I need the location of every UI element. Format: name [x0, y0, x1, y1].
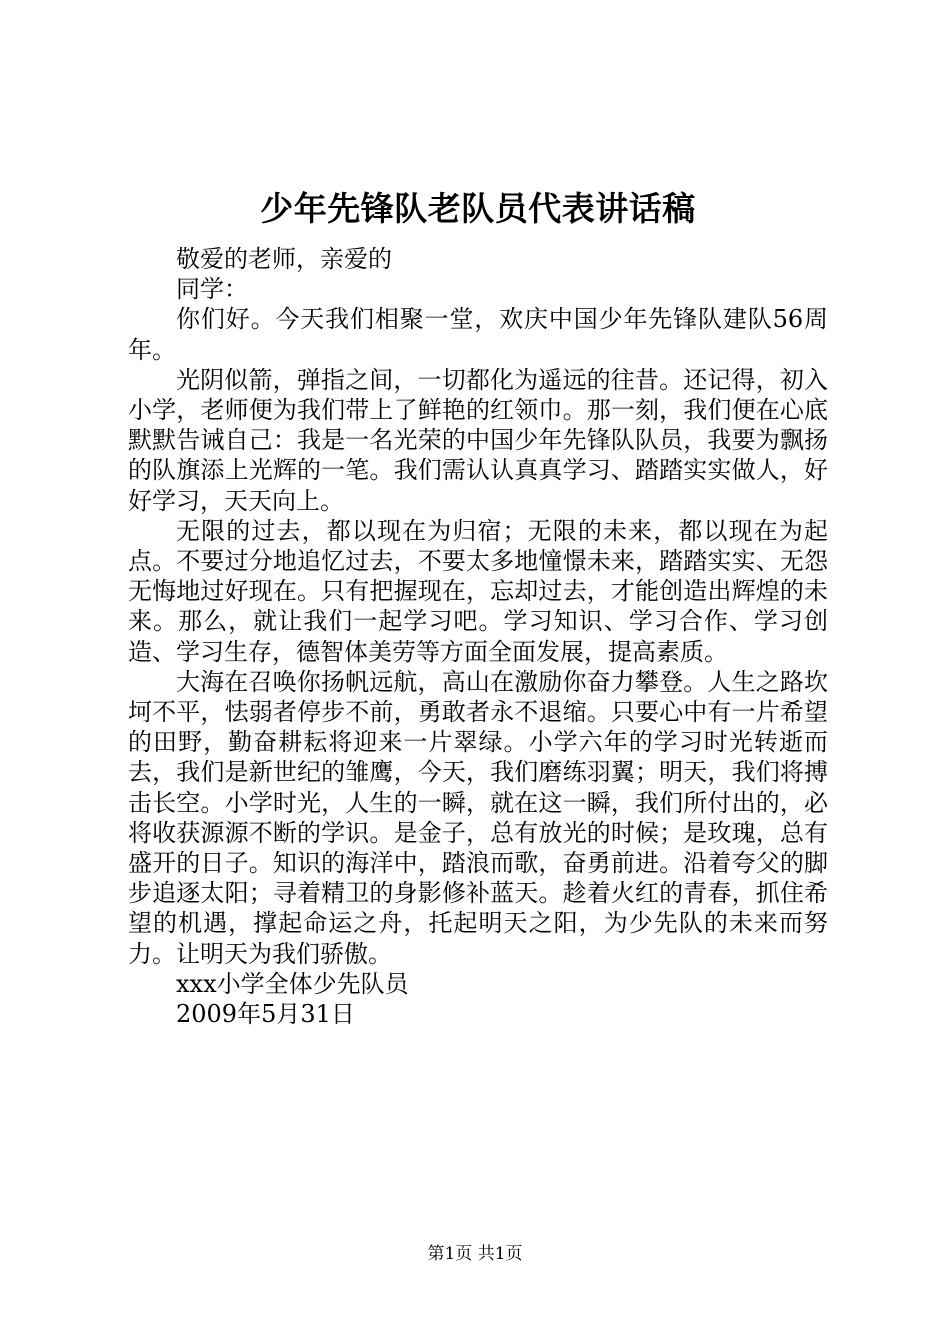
signature: xxx小学全体少先队员 — [176, 969, 409, 998]
body-paragraph: 无限的过去，都以现在为归宿；无限的未来，都以现在为起点。不要过分地追忆过去，不要太多地憧憬未来，踏踏实实、无怨无悔地过好现在。只有把握现在，忘却过去，才能创造出辉煌的未来。那么，就让我们一起学习吧。学习知识、学习合作、学习创造、学习生存，德智体美劳等方面全面发展，提高素质。 — [128, 516, 828, 666]
body-paragraph: 光阴似箭，弹指之间，一切都化为遥远的往昔。还记得，初入小学，老师便为我们带上了鲜艳的红领巾。那一刻，我们便在心底默默告诫自己：我是一名光荣的中国少年先锋队队员，我要为飘扬的队旗添上光辉的一笔。我们需认认真真学习、踏踏实实做人，好好学习，天天向上。 — [128, 365, 828, 515]
body-paragraph: 大海在召唤你扬帆远航，高山在激励你奋力攀登。人生之路坎坷不平，怯弱者停步不前，勇敢者永不退缩。只要心中有一片希望的田野，勤奋耕耘将迎来一片翠绿。小学六年的学习时光转逝而去，我们是新世纪的雏鹰，今天，我们磨练羽翼；明天，我们将搏击长空。小学时光，人生的一瞬，就在这一瞬，我们所付出的，必将收获源源不断的学识。是金子，总有放光的时候；是玫瑰，总有盛开的日子。知识的海洋中，踏浪而歌，奋勇前进。沿着夸父的脚步追逐太阳；寻着精卫的身影修补蓝天。趁着火红的青春，抓住希望的机遇，撑起命运之舟，托起明天之阳，为少先队的未来而努力。让明天为我们骄傲。 — [128, 667, 828, 968]
page-footer: 第1页 共1页 — [427, 1244, 523, 1264]
greeting-line: 敬爱的老师，亲爱的 — [176, 245, 392, 273]
document-page — [128, 182, 828, 1029]
greeting-line: 同学： — [176, 275, 248, 304]
document-title: 少年先锋队老队员代表讲话稿 — [260, 189, 696, 228]
date: 2009年5月31日 — [176, 1000, 355, 1029]
body-paragraph: 你们好。今天我们相聚一堂，欢庆中国少年先锋队建队56周年。 — [128, 305, 828, 364]
